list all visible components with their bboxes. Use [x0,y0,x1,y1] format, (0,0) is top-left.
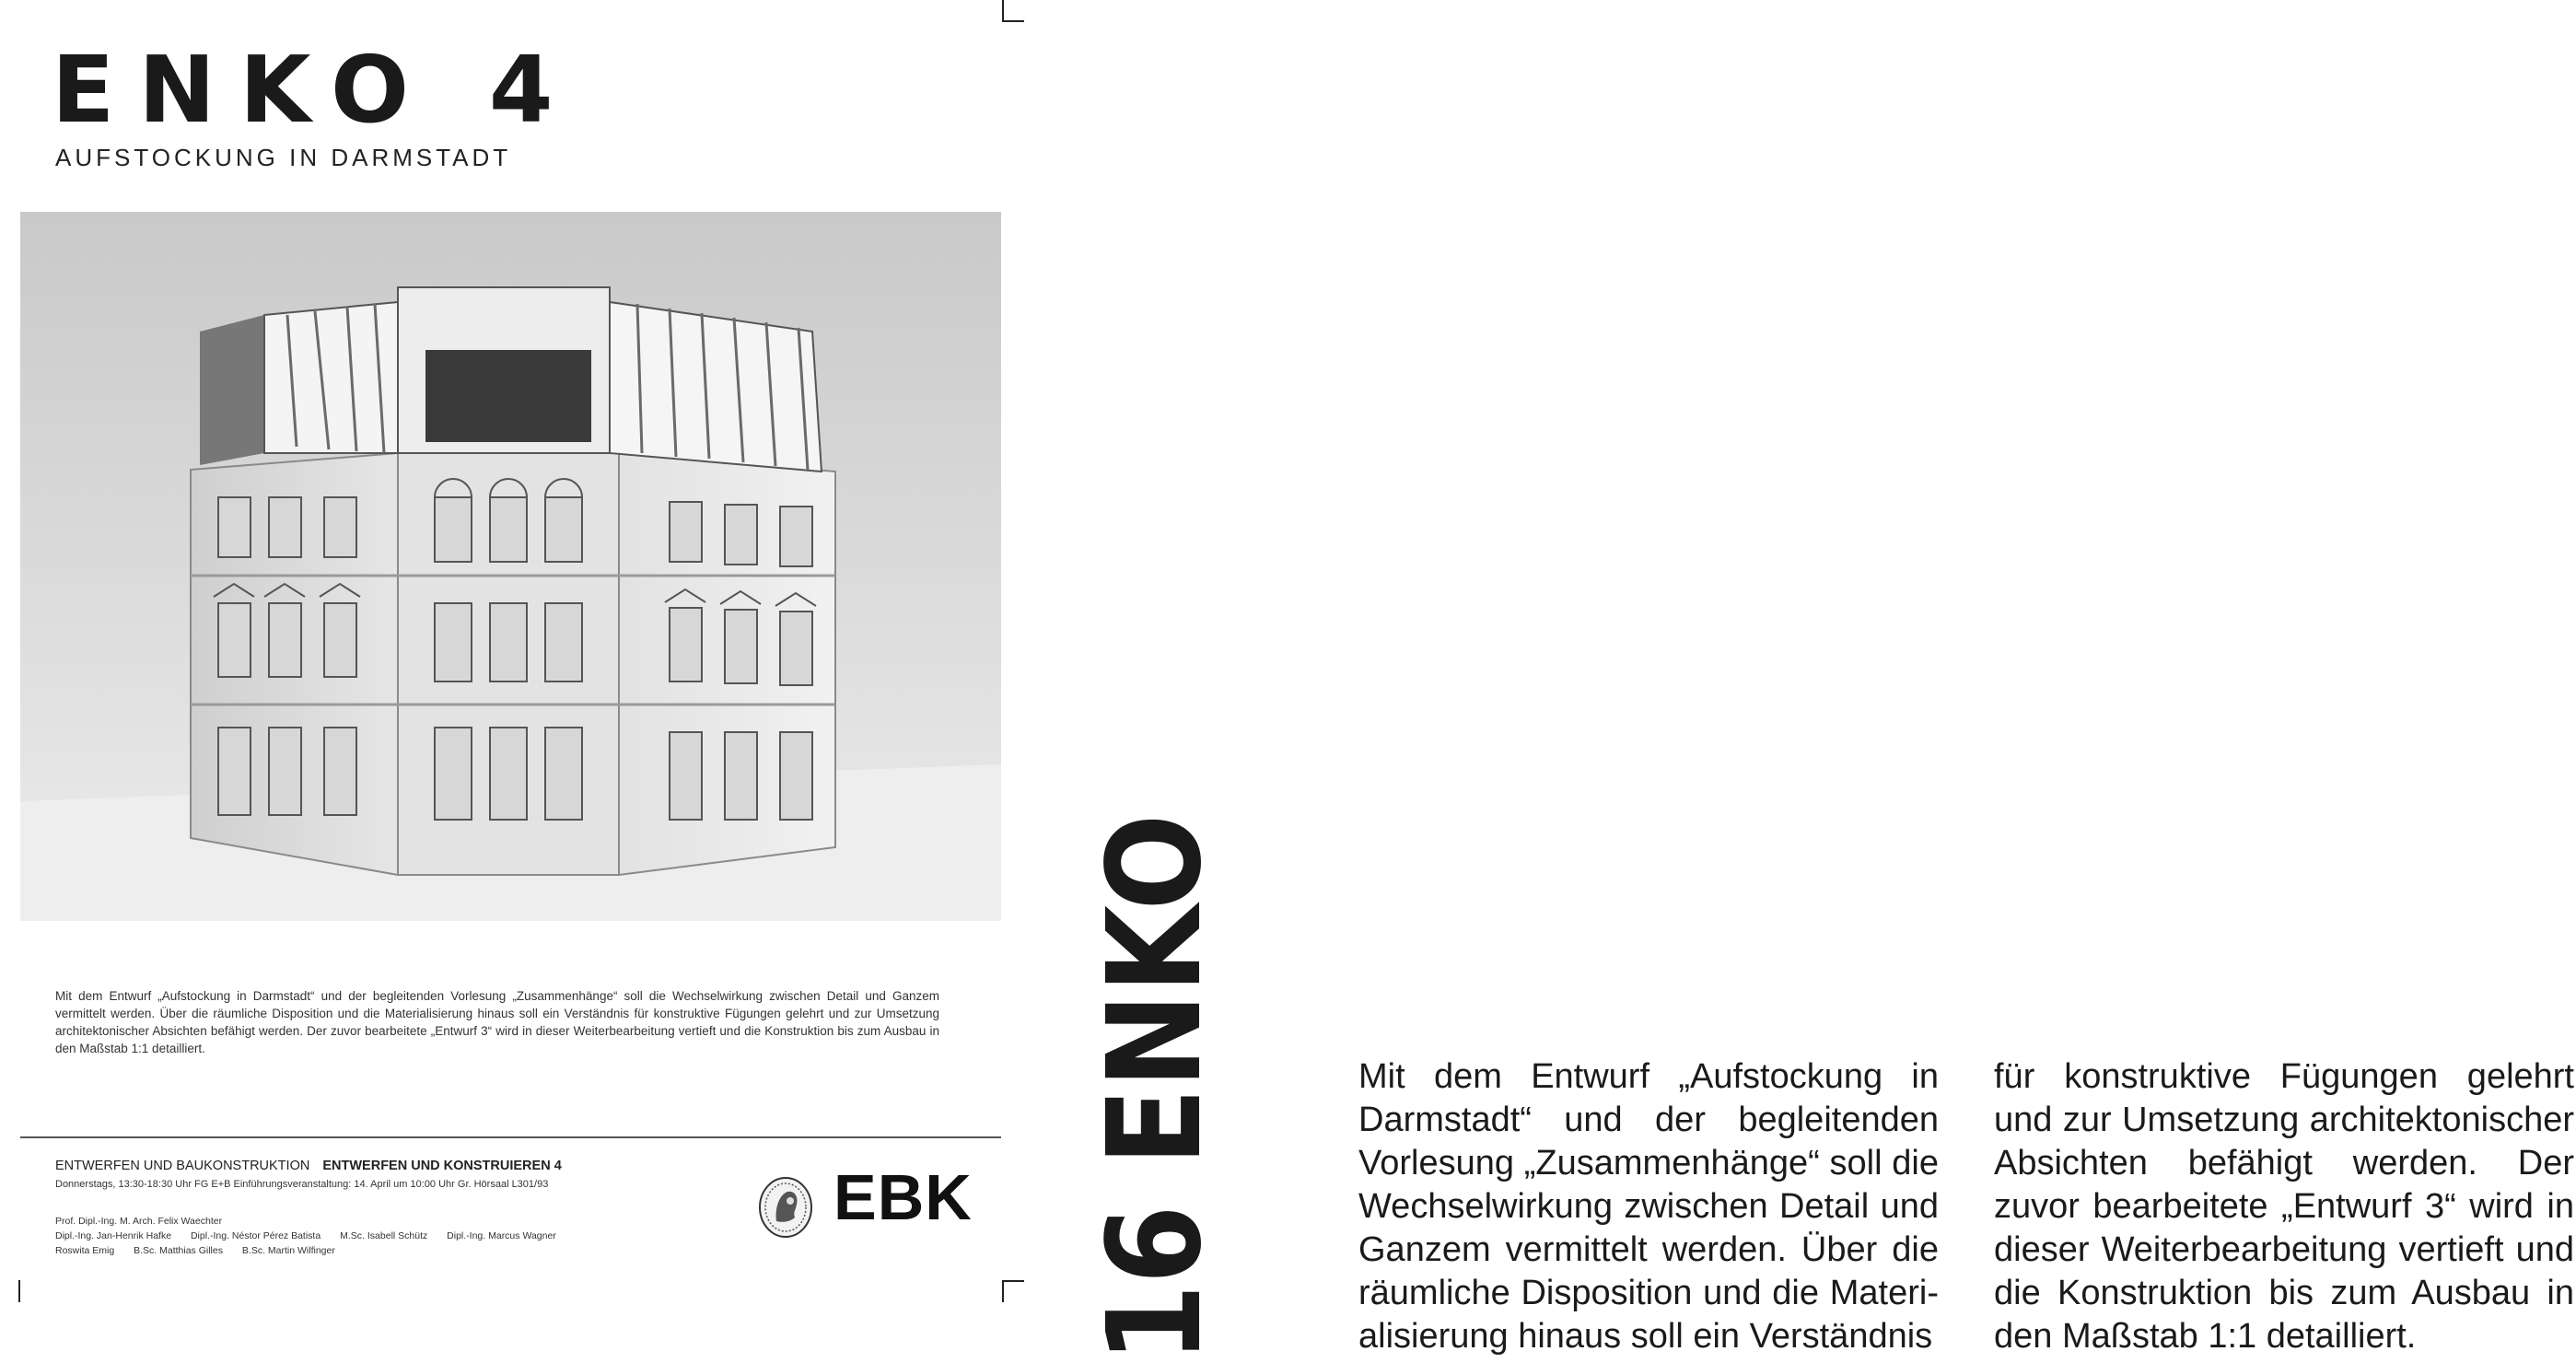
spine-heading [1080,728,1230,1363]
poster-page [0,0,1022,1363]
course-schedule: Donnerstags, 13:30-18:30 Uhr FG E+B Einführungsveranstaltung: 14. April um 10:00 Uhr Gr. Hörsaal L301/93 [55,1179,549,1190]
staff-member: M.Sc. Isabell Schütz [340,1230,428,1241]
building-model-photo [20,212,1001,921]
poster-intro-text: Mit dem Entwurf „Aufstockung in Darmstadt“ und der begleitenden Vorlesung „Zusammenhänge“ soll die Wechselwirkung zwischen Detail und Ganzem vermittelt werden. Über die räumliche Disposition und die Materialisierung hinaus soll ein Verständnis für konstruktive Fügungen gelehrt und zur Umsetzung architektonischer Absichten befähigt werden. Der zuvor bearbeitete „Entwurf 3“ wird in dieser Weiterbearbeitung vertieft und die Konstruktion bis zum Ausbau in den Maßstab 1:1 detailliert. [55,989,939,1055]
staff-list [55,1214,573,1258]
body-text-column-1: Mit dem Entwurf „Aufstockung in Darmstadt“ und der begleitenden Vorlesung „Zusammenhänge“ soll die Wechselwirkung zwischen Detail und Ganzem vermittelt werden. Über die räumliche Disposition und die Materialisierung hinaus soll ein Verständnis [1358,1057,1939,1356]
staff-member: B.Sc. Martin Wilfinger [241,1245,335,1256]
staff-line [55,1229,573,1243]
staff-line [55,1214,573,1229]
staff-member: B.Sc. Matthias Gilles [134,1245,223,1256]
body-text-column-2: für konstruktive Fügungen gelehrt und zur Umsetzung architektonischer Absichten befähigt werden. Der zuvor bearbeitete „Entwurf 3“ wird in dieser Weiterbearbeitung vertieft und die Konstruktion bis zum Ausbau in den Maßstab 1:1 detailliert. [1994,1057,2574,1356]
staff-member: Dipl.-Ing. Marcus Wagner [447,1230,556,1241]
staff-line [55,1243,573,1258]
staff-member: Prof. Dipl.-Ing. M. Arch. Felix Waechter [55,1216,223,1227]
spine-text: 16 ENKO [1080,813,1230,1363]
course-title: ENTWERFEN UND KONSTRUIEREN 4 [322,1159,562,1173]
staff-member: Dipl.-Ing. Néstor Pérez Batista [190,1230,321,1241]
department-name: ENTWERFEN UND BAUKONSTRUKTION [55,1159,310,1173]
staff-member: Dipl.-Ing. Jan-Henrik Hafke [55,1230,172,1241]
course-heading [55,1159,562,1173]
staff-member: Roswita Emig [55,1245,115,1256]
divider [20,1136,1001,1138]
poster-title: ENKO 4 [52,36,577,144]
poster-subtitle: AUFSTOCKUNG IN DARMSTADT [55,144,512,171]
ebk-logo: EBK [833,1161,973,1233]
university-seal-icon [758,1175,813,1240]
